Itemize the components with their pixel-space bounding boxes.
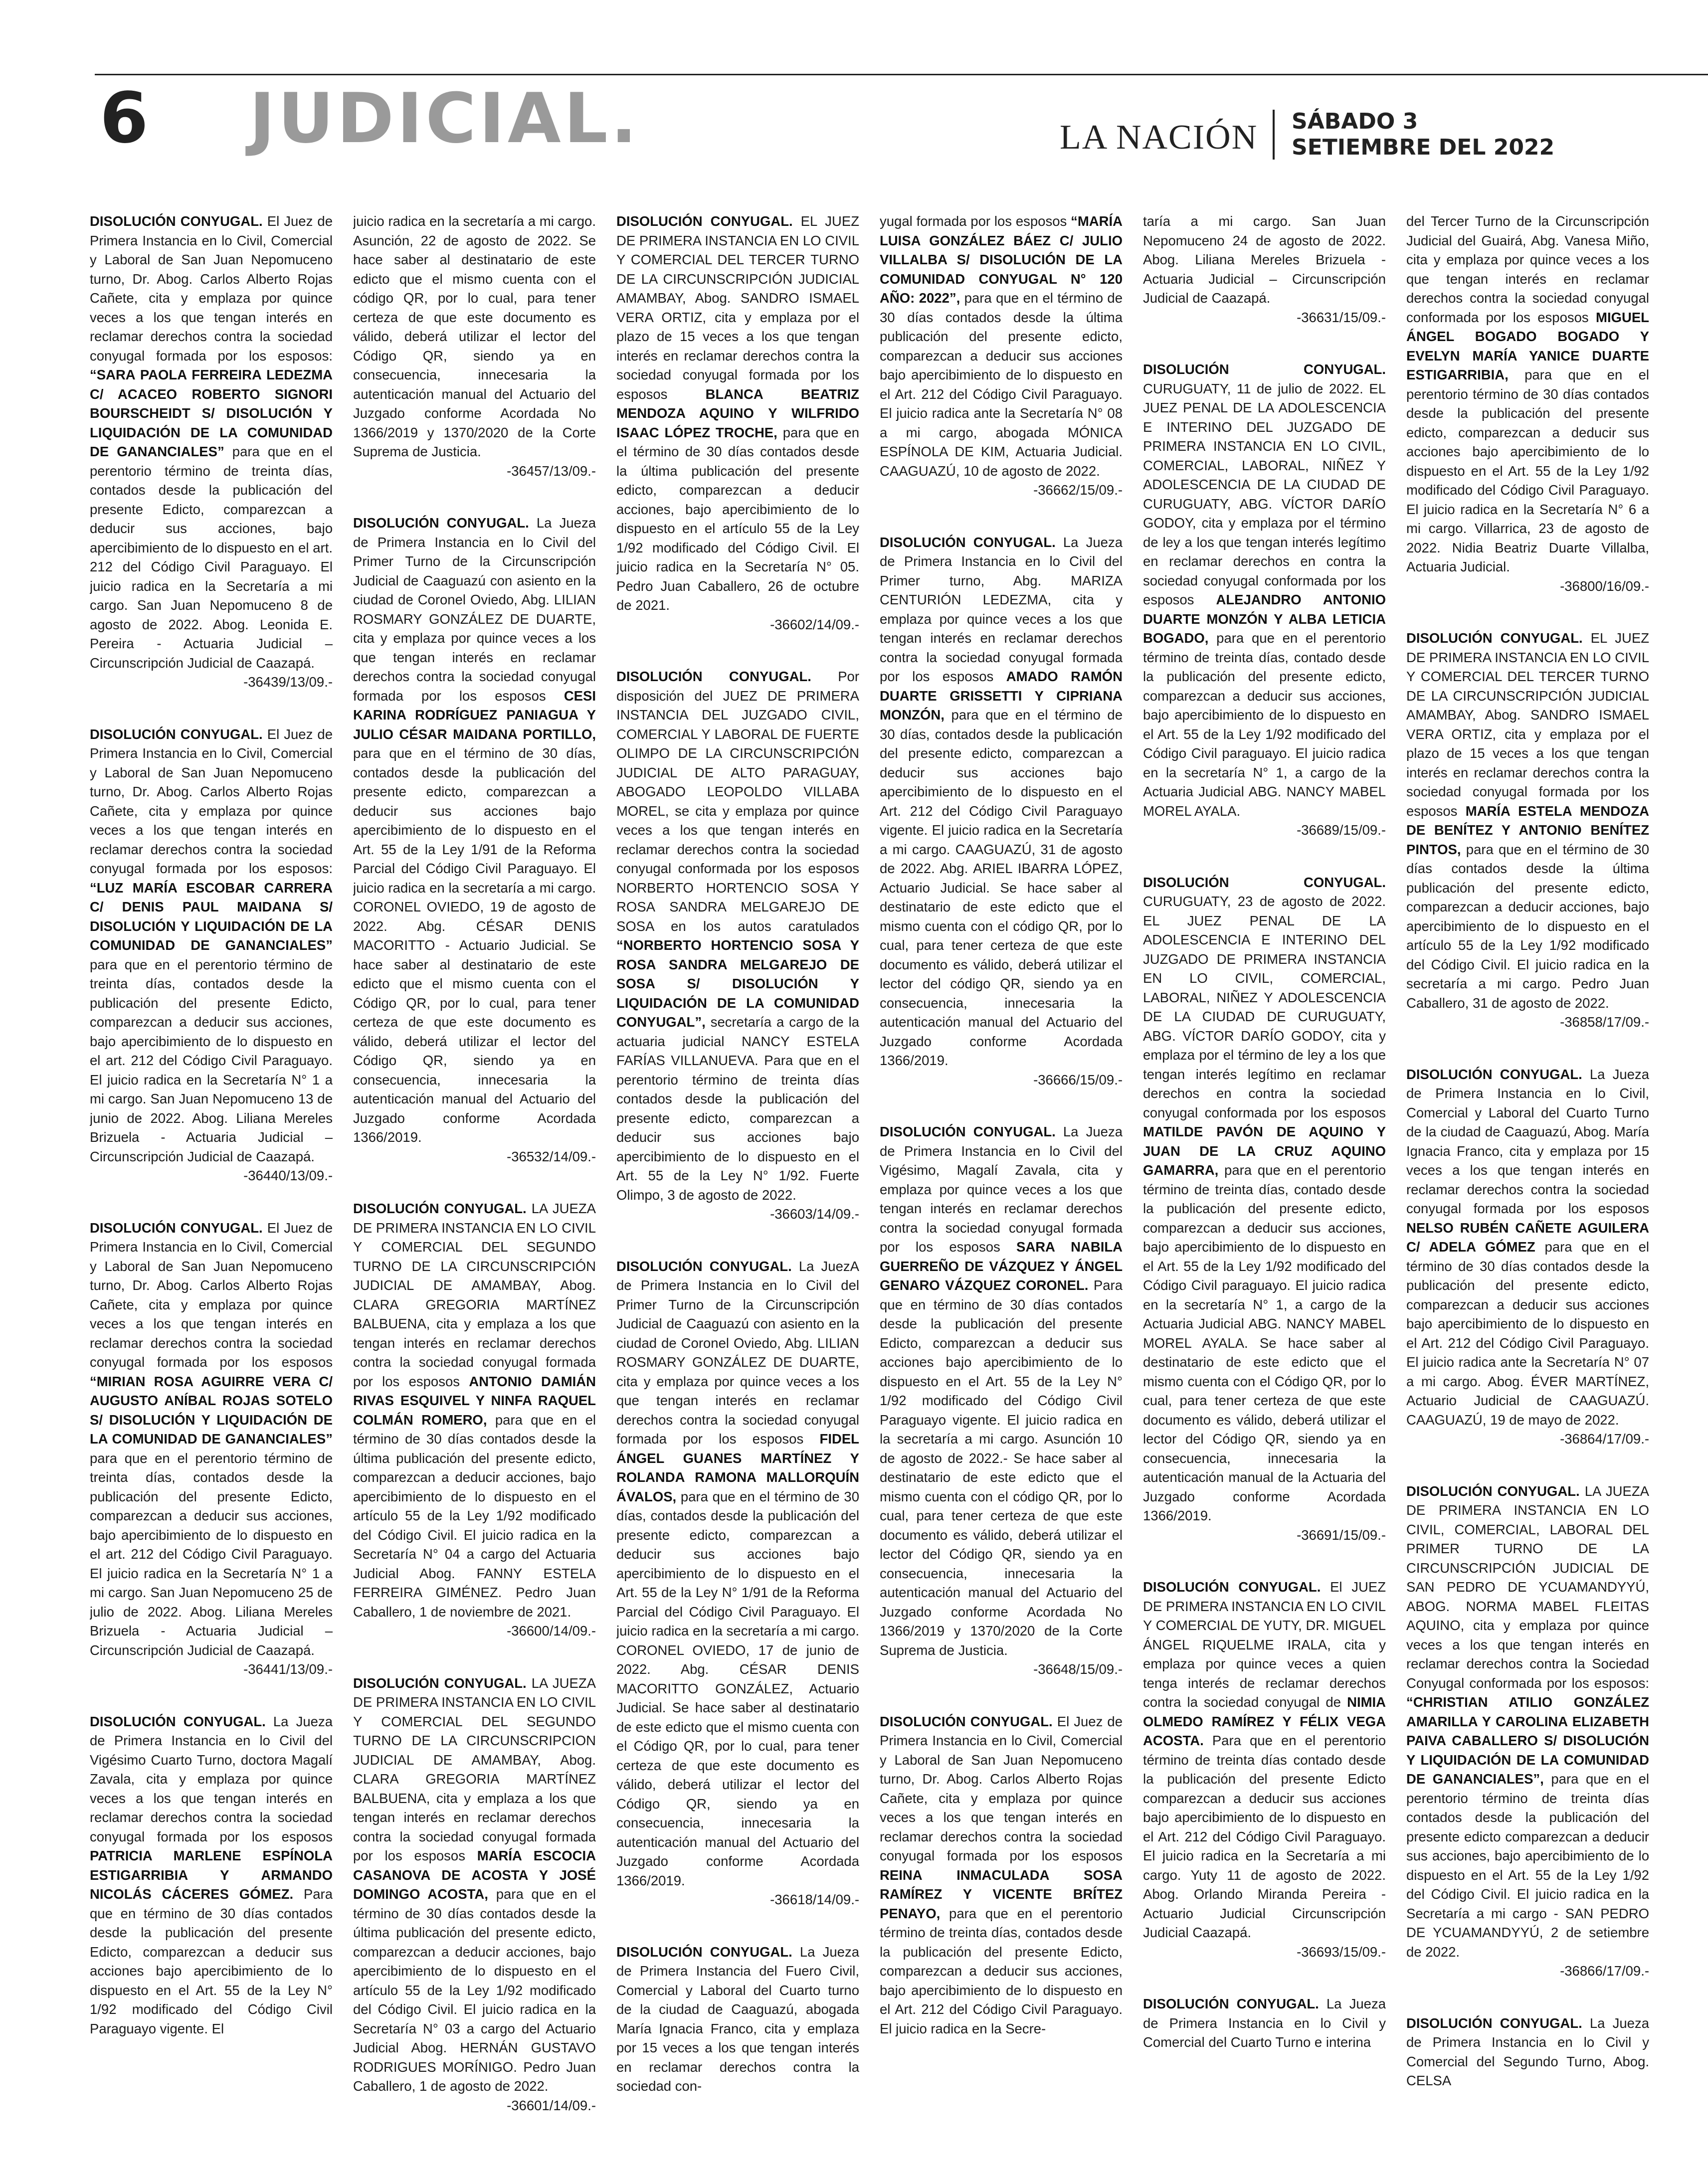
edict-body-continued: para que en el perentorio término de treinta días contados desde la publicación del presente edicto comparezcan a deducir sus acciones, bajo apercibimiento de lo dispuesto en el Art. 55 de la Ley 1/92 del Código Civil. El juicio radica en la Secretaría a mi cargo - SAN PEDRO DE YCUAMANDYYÚ, 2 de setiembre de 2022. <box>1406 1771 1649 1960</box>
edict-notice <box>1406 629 1649 1032</box>
edict-reference: -36601/14/09.- <box>507 2097 596 2113</box>
edict-heading: DISOLUCIÓN CONYUGAL. <box>880 1713 1053 1729</box>
edict-heading: DISOLUCIÓN CONYUGAL. <box>1143 362 1386 377</box>
edict-body: La Jueza de Primera Instancia en lo Civil del Primer Turno de la Circunscripción Judicial de Caaguazú con asiento en la ciudad de Coronel Oviedo, Abg. LILIAN ROSMARY GONZÁLEZ DE DUARTE, cita y emplaza por quince veces a los que tengan interés en reclamar derechos contra la sociedad conyugal formada por los esposos <box>353 515 596 704</box>
edict-notice <box>880 1122 1123 1679</box>
edict-parties: BLANCA BEATRIZ MENDOZA AQUINO Y WILFRIDO ISAAC LÓPEZ TROCHE, <box>616 386 859 440</box>
edict-body: LA JUEZA DE PRIMERA INSTANCIA EN LO CIVIL Y COMERCIAL DEL SEGUNDO TURNO DE LA CIRCUNSCRIPCIÓN JUDICIAL DE AMAMBAY, Abog. CLARA GREGORIA MARTÍNEZ BALBUENA, cita y emplaza a los que tengan interés en reclamar derechos contra la sociedad conyugal formada por los esposos <box>353 1201 596 1389</box>
edict-heading: DISOLUCIÓN CONYUGAL. <box>353 1675 527 1691</box>
edict-body: La Jueza de Primera Instancia en lo Civil del Vigésimo, Magalí Zavala, cita y emplaza por quince veces a los que tengan interés en reclamar derechos contra la sociedad conyugal formada por los esposos <box>880 1124 1123 1255</box>
edict-reference: -36662/15/09.- <box>1033 482 1123 498</box>
edict-body: Por disposición del JUEZ DE PRIMERA INSTANCIA DEL JUZGADO CIVIL, COMERCIAL Y LABORAL DE FUERTE OLIMPO DE LA CIRCUNSCRIPCIÓN JUDICIAL DE ALTO PARAGUAY, ABOGADO LEOPOLDO VILLABA MOREL, se cita y emplaza por quince veces a los que tengan interés en reclamar derechos contra la sociedad conyugal conformada por los esposos NORBERTO HORTENCIO SOSA Y ROSA SANDRA MELGAREJO DE SOSA en los autos caratulados <box>616 669 859 934</box>
edict-body: La Jueza de Primera Instancia en lo Civil y Comercial del Segundo Turno, Abog. CELSA <box>1406 2015 1649 2088</box>
edict-heading: DISOLUCIÓN CONYUGAL. <box>1406 2015 1582 2031</box>
edict-body: La Jueza de Primera Instancia en lo Civil, Comercial y Laboral del Cuarto Turno de la ciudad de Caaguazú, Abog. María Ignacia Franco, cita y emplaza por 15 veces a los que tengan interés en reclamar derechos contra la sociedad conyugal formada por los esposos <box>1406 1066 1649 1216</box>
edict-body-continued: para que en el perentorio término de treinta días, contado desde la publicación del presente edicto, comparezcan a deducir sus acciones, bajo apercibimiento de lo dispuesto en el Art. 55 de la Ley 1/92 modificado del Código Civil paraguayo. El juicio radica en la secretaría N° 1, a cargo de la Actuaria Judicial ABG. NANCY MABEL MOREL AYALA. <box>1143 630 1386 819</box>
edict-parties: NELSO RUBÉN CAÑETE AGUILERA C/ ADELA GÓMEZ <box>1406 1220 1649 1255</box>
edict-parties: “CHRISTIAN ATILIO GONZÁLEZ AMARILLA Y CAROLINA ELIZABETH PAIVA CABALLERO S/ DISOLUCIÓN Y LIQUIDACIÓN DE LA COMUNIDAD DE GANANCIALES”, <box>1406 1694 1649 1787</box>
edict-notice <box>616 1257 859 1910</box>
edict-body-continued: para que en el término de 30 días contados desde la última publicación del presente edicto, comparezcan a deducir acciones, bajo apercibimiento de lo dispuesto en el artículo 55 de la Ley 1/92 modificado del Código Civil. El juicio radica en la Secretaría N° 03 a cargo del Actuario Judicial Abog. HERNÁN GUSTAVO RODRIGUES MORÍNIGO. Pedro Juan Caballero, 1 de agosto de 2022. <box>353 1886 596 2094</box>
edict-parties: MATILDE PAVÓN DE AQUINO Y JUAN DE LA CRUZ AQUINO GAMARRA, <box>1143 1124 1386 1178</box>
edict-heading: DISOLUCIÓN CONYUGAL. <box>616 669 811 684</box>
edict-reference: -36866/17/09.- <box>1560 1963 1649 1979</box>
edict-parties: MIGUEL ÁNGEL BOGADO BOGADO Y EVELYN MARÍA YANICE DUARTE ESTIGARRIBIA, <box>1406 309 1649 382</box>
edict-notice <box>353 212 596 481</box>
edict-body: La Jueza de Primera Instancia en lo Civil del Primer turno, Abg. MARIZA CENTURIÓN LEDEZMA, cita y emplaza por quince veces a los que tengan interés en reclamar derechos contra la sociedad conyugal formada por los esposos <box>880 534 1123 684</box>
edict-body-continued: para que en el término de 30 días, contados desde la publicación del presente edicto, comparezcan a deducir sus acciones bajo apercibimiento de lo dispuesto en el Art. 55 de la Ley 1/91 de la Reforma Parcial del Código Civil Paraguayo. El juicio radica en la secretaría a mi cargo. CORONEL OVIEDO, 19 de agosto de 2022. Abg. CÉSAR DENIS MACORITTO - Actuario Judicial. Se hace saber al destinatario de este edicto que el mismo cuenta con el Código QR, por lo cual, para tener certeza de que este documento es válido, deberá utilizar el lector del Código QR, siendo ya en consecuencia, innecesaria la autenticación manual del Actuario del Juzgado conforme Acordada 1366/2019. <box>353 745 596 1145</box>
header-divider <box>1273 110 1275 160</box>
edict-heading: DISOLUCIÓN CONYUGAL. <box>1143 1579 1321 1595</box>
edict-heading: DISOLUCIÓN CONYUGAL. <box>90 726 263 742</box>
edict-reference: -36858/17/09.- <box>1560 1014 1649 1030</box>
edict-body: del Tercer Turno de la Circunscripción Judicial del Guairá, Abg. Vanesa Miño, cita y emplaza por quince veces a los que tengan interés en reclamar derechos contra la sociedad conyugal conformada por los esposos <box>1406 213 1649 325</box>
edict-parties: “MARÍA LUISA GONZÁLEZ BÁEZ C/ JULIO VILLALBA S/ DISOLUCIÓN DE LA COMUNIDAD CONYUGAL N° 120 AÑO: 2022”, <box>880 213 1123 306</box>
edict-reference: -36631/15/09.- <box>1297 309 1386 325</box>
edict-heading: DISOLUCIÓN CONYUGAL. <box>616 1944 792 1960</box>
edict-heading: DISOLUCIÓN CONYUGAL. <box>353 1201 527 1216</box>
edict-notice <box>1406 212 1649 596</box>
edict-reference: -36666/15/09.- <box>1033 1072 1123 1088</box>
edict-body: La Jueza de Primera Instancia del Fuero Civil, Comercial y Laboral del Cuarto turno de la ciudad de Caaguazú, abogada María Ignacia Franco, cita y emplaza por 15 veces a los que tengan interés en reclamar derechos contra la sociedad con- <box>616 1944 859 2094</box>
edict-body-continued: para que en el término de 30 días contados desde la última publicación del presente edicto, comparezcan a deducir acciones, bajo apercibimiento de lo dispuesto en el artículo 55 de la Ley 1/92 modificado del Código Civil. El juicio radica en la Secretaría N° 04 a cargo del Actuaria Judicial Abog. FANNY ESTELA FERREIRA GIMÉNEZ. Pedro Juan Caballero, 1 de noviembre de 2021. <box>353 1412 596 1620</box>
edict-body-continued: para que en el perentorio término de 30 días contados desde la publicación del presente edicto, comparezcan a deducir sus acciones bajo apercibimiento de lo dispuesto en el Art. 55 de la Ley 1/92 modificado del Código Civil Paraguayo. El juicio radica en la Secretaría N° 6 a mi cargo. Villarrica, 23 de agosto de 2022. Nidia Beatriz Duarte Villalba, Actuaria Judicial. <box>1406 367 1649 574</box>
edict-parties: “LUZ MARÍA ESCOBAR CARRERA C/ DENIS PAUL MAIDANA S/ DISOLUCIÓN Y LIQUIDACIÓN DE LA COMUNIDAD DE GANANCIALES” <box>90 880 333 953</box>
edict-body: La Jueza de Primera Instancia en lo Civil y Comercial del Cuarto Turno e interina <box>1143 1996 1386 2050</box>
edict-notice <box>616 1943 859 2096</box>
edict-heading: DISOLUCIÓN CONYUGAL. <box>90 213 263 229</box>
edict-reference: -36600/14/09.- <box>507 1623 596 1638</box>
edict-notice <box>880 1712 1123 2039</box>
edict-heading: DISOLUCIÓN CONYUGAL. <box>1143 1996 1319 2011</box>
edict-parties: “MIRIAN ROSA AGUIRRE VERA C/ AUGUSTO ANÍBAL ROJAS SOTELO S/ DISOLUCIÓN Y LIQUIDACIÓN DE LA COMUNIDAD DE GANANCIALES” <box>90 1373 333 1447</box>
edict-body: LA JUEZA DE PRIMERA INSTANCIA EN LO CIVIL Y COMERCIAL DEL SEGUNDO TURNO DE LA CIRCUNSCRIPCION JUDICIAL DE AMAMBAY, Abog. CLARA GREGORIA MARTÍNEZ BALBUENA, cita y emplaza a los que tengan interés en reclamar derechos contra la sociedad conyugal formada por los esposos <box>353 1675 596 1863</box>
edict-body-continued: para que en el término de 30 días contados desde la última publicación del presente edicto, comparezcan a deducir sus acciones bajo apercibimiento de lo dispuesto en el Art. 212 del Código Civil Paraguayo. El juicio radica ante la Secretaría N° 08 a mi cargo, abogada MÓNICA ESPÍNOLA DE KIM, Actuaria Judicial. CAAGUAZÚ, 10 de agosto de 2022. <box>880 290 1123 479</box>
newspaper-logo: LA NACIÓN <box>1060 118 1258 157</box>
edict-body-continued: para que en el término de 30 días, contados desde la publicación del presente edicto, comparezcan a deducir sus acciones bajo apercibimiento de lo dispuesto en el Art. 212 del Código Civil Paraguayo vigente. El juicio radica en la Secretaría a mi cargo. CAAGUAZÚ, 31 de agosto de 2022. Abg. ARIEL IBARRA LÓPEZ, Actuario Judicial. Se hace saber al destinatario de este edicto que el mismo cuenta con el código QR, por lo cual, para tener certeza de que este documento es válido, deberá utilizar el lector del código QR, siendo ya en consecuencia, innecesaria la autenticación manual del Actuario del Juzgado conforme Acordada 1366/2019. <box>880 707 1123 1068</box>
edict-heading: DISOLUCIÓN CONYUGAL. <box>1406 630 1583 646</box>
edict-notice <box>1406 1065 1649 1449</box>
edict-body: El Juez de Primera Instancia en lo Civil, Comercial y Laboral de San Juan Nepomuceno turno, Dr. Abog. Carlos Alberto Rojas Cañete, cita y emplaza por quince veces a los que tengan interés en reclamar derechos contra la sociedad conyugal formada por los esposos <box>90 1220 333 1370</box>
edict-reference: -36693/15/09.- <box>1297 1944 1386 1960</box>
edict-notice <box>1143 1578 1386 1962</box>
edict-notice <box>616 667 859 1224</box>
edict-parties: MARÍA ESTELA MENDOZA DE BENÍTEZ Y ANTONIO BENÍTEZ PINTOS, <box>1406 803 1649 857</box>
edict-reference: -36618/14/09.- <box>770 1892 859 1907</box>
edict-notice <box>1143 873 1386 1545</box>
edict-body: EL JUEZ DE PRIMERA INSTANCIA EN LO CIVIL Y COMERCIAL DEL TERCER TURNO DE LA CIRCUNSCRIPCIÓN JUDICIAL AMAMBAY, Abog. SANDRO ISMAEL VERA ORTIZ, cita y emplaza por el plazo de 15 veces a los que tengan interés en reclamar derechos contra la sociedad conyugal formada por los esposos <box>1406 630 1649 819</box>
edict-heading: DISOLUCIÓN CONYUGAL. <box>1406 1066 1582 1082</box>
classifieds-columns <box>90 212 1648 2167</box>
edict-heading: DISOLUCIÓN CONYUGAL. <box>1143 874 1386 890</box>
edict-reference: -36532/14/09.- <box>507 1148 596 1164</box>
page-number: 6 <box>100 78 150 159</box>
edict-body: taría a mi cargo. San Juan Nepomuceno 24 de agosto de 2022. Abog. Liliana Mereles Brizuela - Actuaria Judicial – Circunscripción Judicial de Caazapá. <box>1143 213 1386 306</box>
column-6 <box>1406 212 1649 2167</box>
column-5 <box>1143 212 1386 2167</box>
edict-body-continued: para que en el perentorio término de treinta días, contados desde la publicación del presente Edicto, comparezcan a deducir sus acciones, bajo apercibimiento de lo dispuesto en el art. 212 del Código Civil Paraguayo. El juicio radica en la Secretaría N° 1 a mi cargo. San Juan Nepomuceno 13 de junio de 2022. Abog. Liliana Mereles Brizuela - Actuaria Judicial – Circunscripción Judicial de Caazapá. <box>90 956 333 1164</box>
edict-notice <box>90 212 333 692</box>
edict-body-continued: secretaría a cargo de la actuaria judicial NANCY ESTELA FARÍAS VILLANUEVA. Para que en el perentorio término de treinta días contados desde la publicación del presente edicto, comparezcan a deducir sus acciones bajo apercibimiento de lo dispuesto en el Art. 55 de la Ley N° 1/92. Fuerte Olimpo, 3 de agosto de 2022. <box>616 1014 859 1203</box>
edict-heading: DISOLUCIÓN CONYUGAL. <box>90 1220 263 1236</box>
edict-body-continued: para que en el término de 30 días contados desde la última publicación del presente edicto, comparezcan a deducir acciones, bajo apercibimiento de lo dispuesto en el artículo 55 de la Ley 1/92 modificado del Código Civil. El juicio radica en la secretaría a mi cargo. Pedro Juan Caballero, 31 de agosto de 2022. <box>1406 841 1649 1011</box>
edict-body: El Juez de Primera Instancia en lo Civil, Comercial y Laboral de San Juan Nepomuceno turno, Dr. Abog. Carlos Alberto Rojas Cañete, cita y emplaza por quince veces a los que tengan interés en reclamar derechos contra la sociedad conyugal formada por los esposos: <box>90 213 333 363</box>
edict-notice <box>880 533 1123 1090</box>
column-1 <box>90 212 333 2167</box>
edict-parties: NIMIA OLMEDO RAMÍREZ Y FÉLIX VEGA ACOSTA. <box>1143 1694 1386 1748</box>
edict-body-continued: para que en el término de 30 días contados desde la publicación del presente edicto, comparezcan a deducir sus acciones bajo apercibimiento de lo dispuesto en el Art. 212 del Código Civil Paraguayo. El juicio radica ante la Secretaría N° 07 a mi cargo. Abog. ÉVER MARTÍNEZ, Actuario Judicial de CAAGUAZÚ. CAAGUAZÚ, 19 de mayo de 2022. <box>1406 1239 1649 1428</box>
edict-parties: MARÍA ESCOCIA CASANOVA DE ACOSTA Y JOSÉ DOMINGO ACOSTA, <box>353 1848 596 1902</box>
edict-heading: DISOLUCIÓN CONYUGAL. <box>616 1258 792 1274</box>
edict-notice <box>1406 1482 1649 1981</box>
issue-date <box>1292 109 1554 161</box>
edict-parties: “SARA PAOLA FERREIRA LEDEZMA C/ ACACEO ROBERTO SIGNORI BOURSCHEIDT S/ DISOLUCIÓN Y LIQUIDACIÓN DE LA COMUNIDAD DE GANANCIALES” <box>90 367 333 459</box>
edict-body: yugal formada por los esposos <box>880 213 1071 229</box>
edict-parties: “NORBERTO HORTENCIO SOSA Y ROSA SANDRA MELGAREJO DE SOSA S/ DISOLUCIÓN Y LIQUIDACIÓN DE LA COMUNIDAD CONYUGAL”, <box>616 937 859 1030</box>
edict-heading: DISOLUCIÓN CONYUGAL. <box>353 515 529 531</box>
section-title: JUDICIAL. <box>249 78 640 159</box>
edict-notice <box>1143 212 1386 327</box>
edict-heading: DISOLUCIÓN CONYUGAL. <box>880 534 1056 550</box>
issue-month-year: SETIEMBRE DEL 2022 <box>1292 135 1555 160</box>
edict-parties: ANTONIO DAMIÁN RIVAS ESQUIVEL Y NINFA RAQUEL COLMÁN ROMERO, <box>353 1373 596 1428</box>
edict-body-continued: para que en el perentorio término de treinta días, contados desde la publicación del presente Edicto, comparezcan a deducir sus acciones, bajo apercibimiento de lo dispuesto en el art. 212 del Código Civil Paraguayo. El juicio radica en la Secretaría N° 1 a mi cargo. San Juan Nepomuceno 25 de julio de 2022. Abog. Liliana Mereles Brizuela - Actuaria Judicial – Circunscripción Judicial de Caazapá. <box>90 1450 333 1658</box>
edict-body-continued: para que en el término de 30 días contados desde la última publicación del presente edicto, comparezcan a deducir acciones, bajo apercibimiento de lo dispuesto en el artículo 55 de la Ley 1/92 modificado del Código Civil. El juicio radica en la Secretaría N° 05. Pedro Juan Caballero, 26 de octubre de 2021. <box>616 424 859 613</box>
edict-parties: SARA NABILA GUERREÑO DE VÁZQUEZ Y ÁNGEL GENARO VÁZQUEZ CORONEL. <box>880 1239 1123 1293</box>
edict-notice <box>1143 360 1386 840</box>
edict-body: CURUGUATY, 23 de agosto de 2022. EL JUEZ PENAL DE LA ADOLESCENCIA E INTERINO DEL JUZGADO DE PRIMERA INSTANCIA EN LO CIVIL, COMERCIAL, LABORAL, NIÑEZ Y ADOLESCENCIA DE LA CIUDAD DE CURUGUATY, ABG. VÍCTOR DARÍO GODOY, cita y emplaza por el término de ley a los que tengan interés legítimo en reclamar derechos en contra la sociedad conyugal conformada por los esposos <box>1143 894 1386 1120</box>
edict-reference: -36602/14/09.- <box>770 616 859 632</box>
edict-reference: -36800/16/09.- <box>1560 578 1649 594</box>
issue-weekday: SÁBADO 3 <box>1292 109 1418 134</box>
header-rule <box>95 74 1708 75</box>
edict-body: juicio radica en la secretaría a mi cargo. Asunción, 22 de agosto de 2022. Se hace saber al destinatario de este edicto que el mismo cuenta con el código QR, por lo cual, para tener certeza de que este documento es válido, deberá utilizar el lector del Código QR, siendo ya en consecuencia, innecesaria la autenticación manual del Actuario del Juzgado conforme Acordada No 1366/2019 y 1370/2020 de la Corte Suprema de Justicia. <box>353 213 596 459</box>
edict-body-continued: Para que en el perentorio término de treinta días contado desde la publicación del presente Edicto comparezcan a deducir sus acciones bajo apercibimiento de lo dispuesto en el Art. 212 del Código Civil Paraguayo. El juicio radica en la Secretaría a mi cargo. Yuty 11 de agosto de 2022. Abog. Orlando Miranda Pereira - Actuario Judicial Circunscripción Judicial Caazapá. <box>1143 1733 1386 1940</box>
edict-body-continued: Para que en término de 30 días contados desde la publicación del presente Edicto, comparezcan a deducir sus acciones bajo apercibimiento de lo dispuesto en el Art. 55 de la Ley N° 1/92 modificado del Código Civil Paraguayo vigente. El <box>90 1886 333 2036</box>
edict-notice <box>90 1712 333 2039</box>
edict-reference: -36689/15/09.- <box>1297 822 1386 838</box>
edict-heading: DISOLUCIÓN CONYUGAL. <box>616 213 793 229</box>
edict-parties: FIDEL ÁNGEL GUANES MARTÍNEZ Y ROLANDA RAMONA MALLORQUÍN ÁVALOS, <box>616 1431 859 1504</box>
edict-body-continued: para que en el término de 30 días, contados desde la publicación del presente edicto, comparezcan a deducir sus acciones bajo apercibimiento de lo dispuesto en el Art. 55 de la Ley N° 1/91 de la Reforma Parcial del Código Civil Paraguayo. El juicio radica en la secretaría a mi cargo. CORONEL OVIEDO, 17 de junio de 2022. Abg. CÉSAR DENIS MACORITTO GONZÁLEZ, Actuario Judicial. Se hace saber al destinatario de este edicto que el mismo cuenta con el Código QR, por lo cual, para tener certeza de que este documento es válido, deberá utilizar el lector del Código QR, siendo ya en consecuencia, innecesaria la autenticación manual del Actuario del Juzgado conforme Acordada 1366/2019. <box>616 1488 859 1888</box>
edict-notice <box>1406 2014 1649 2091</box>
edict-body-continued: para que en el perentorio término de treinta días, contados desde la publicación del presente Edicto, comparezcan a deducir sus acciones, bajo apercibimiento de lo dispuesto en el Art. 212 del Código Civil Paraguayo. El juicio radica en la Secre- <box>880 1905 1123 2036</box>
edict-reference: -36440/13/09.- <box>243 1168 333 1183</box>
edict-reference: -36441/13/09.- <box>243 1661 333 1677</box>
edict-notice <box>353 514 596 1166</box>
edict-body: El JUEZ DE PRIMERA INSTANCIA EN LO CIVIL Y COMERCIAL DE YUTY, DR. MIGUEL ÁNGEL RIQUELME IRALA, cita y emplaza por quince veces a quien tenga interés de reclamar derechos contra la sociedad conyugal de <box>1143 1579 1386 1710</box>
edict-notice <box>353 1199 596 1641</box>
edict-body: EL JUEZ DE PRIMERA INSTANCIA EN LO CIVIL Y COMERCIAL DEL TERCER TURNO DE LA CIRCUNSCRIPCIÓN JUDICIAL AMAMBAY, Abog. SANDRO ISMAEL VERA ORTIZ, cita y emplaza por el plazo de 15 veces a los que tengan interés en reclamar derechos contra la sociedad conyugal formada por los esposos <box>616 213 859 402</box>
edict-notice <box>616 212 859 634</box>
edict-body-continued: para que en el perentorio término de treinta días, contado desde la publicación del presente edicto, comparezcan a deducir sus acciones, bajo apercibimiento de lo dispuesto en el Art. 55 de la Ley 1/92 modificado del Código Civil paraguayo. El juicio radica en la secretaría N° 1, a cargo de la Actuaria Judicial ABG. NANCY MABEL MOREL AYALA. Se hace saber al destinatario de este edicto que el mismo cuenta con el Código QR, por lo cual, para tener certeza de que este documento es válido, deberá utilizar el lector del Código QR, siendo ya en consecuencia, innecesaria la autenticación manual de la Actuaria del Juzgado conforme Acordada 1366/2019. <box>1143 1162 1386 1523</box>
edict-notice <box>90 725 333 1186</box>
edict-parties: AMADO RAMÓN DUARTE GRISSETTI Y CIPRIANA MONZÓN, <box>880 669 1123 723</box>
edict-reference: -36864/17/09.- <box>1560 1431 1649 1447</box>
edict-reference: -36691/15/09.- <box>1297 1527 1386 1543</box>
edict-parties: PATRICIA MARLENE ESPÍNOLA ESTIGARRIBIA Y ARMANDO NICOLÁS CÁCERES GÓMEZ. <box>90 1848 333 1902</box>
edict-body: El Juez de Primera Instancia en lo Civil, Comercial y Laboral de San Juan Nepomuceno turno, Dr. Abog. Carlos Alberto Rojas Cañete, cita y emplaza por quince veces a los que tengan interés en reclamar derechos contra la sociedad conyugal formada por los esposos <box>880 1713 1123 1863</box>
edict-reference: -36457/13/09.- <box>507 463 596 479</box>
edict-heading: DISOLUCIÓN CONYUGAL. <box>90 1713 266 1729</box>
column-4 <box>880 212 1123 2167</box>
edict-heading: DISOLUCIÓN CONYUGAL. <box>880 1124 1056 1139</box>
column-3 <box>616 212 859 2167</box>
edict-body-continued: Para que en término de 30 días contados desde la publicación del presente Edicto, comparezcan a deducir sus acciones bajo apercibimiento de lo dispuesto en el Art. 55 de la Ley N° 1/92 modificado del Código Civil Paraguayo vigente. El juicio radica en la secretaría a mi cargo. Asunción 10 de agosto de 2022.- Se hace saber al destinatario de este edicto que el mismo cuenta con el código QR, por lo cual, para tener certeza de que este documento es válido, deberá utilizar el lector del Código QR, siendo ya en consecuencia, innecesaria la autenticación manual del Actuario del Juzgado conforme Acordada No 1366/2019 y 1370/2020 de la Corte Suprema de Justicia. <box>880 1277 1123 1658</box>
edict-body-continued: para que en el perentorio término de treinta días, contados desde la publicación del presente Edicto, comparezcan a deducir sus acciones, bajo apercibimiento de lo dispuesto en el art. 212 del Código Civil Paraguayo. El juicio radica en la Secretaría a mi cargo. San Juan Nepomuceno 8 de agosto de 2022. Abog. Leonida E. Pereira - Actuaria Judicial – Circunscripción Judicial de Caazapá. <box>90 444 333 671</box>
edict-notice <box>90 1219 333 1679</box>
edict-heading: DISOLUCIÓN CONYUGAL. <box>1406 1483 1580 1499</box>
edict-reference: -36439/13/09.- <box>243 674 333 690</box>
edict-notice <box>1143 1995 1386 2052</box>
edict-reference: -36648/15/09.- <box>1033 1661 1123 1677</box>
edict-body: La Jueza de Primera Instancia en lo Civil del Vigésimo Cuarto Turno, doctora Magalí Zavala, cita y emplaza por quince veces a los que tengan interés en reclamar derechos contra la sociedad conyugal formada por los esposos <box>90 1713 333 1844</box>
edict-body: CURUGUATY, 11 de julio de 2022. EL JUEZ PENAL DE LA ADOLESCENCIA E INTERINO DEL JUZGADO DE PRIMERA INSTANCIA EN LO CIVIL, COMERCIAL, LABORAL, NIÑEZ Y ADOLESCENCIA DE LA CIUDAD DE CURUGUATY, ABG. VÍCTOR DARÍO GODOY, cita y emplaza por el término de ley a los que tengan interés legítimo en reclamar derechos en contra la sociedad conyugal conformada por los esposos <box>1143 380 1386 607</box>
edict-parties: REINA INMACULADA SOSA RAMÍREZ Y VICENTE BRÍTEZ PENAYO, <box>880 1867 1123 1921</box>
column-2 <box>353 212 596 2167</box>
edict-parties: CESI KARINA RODRÍGUEZ PANIAGUA Y JULIO CÉSAR MAIDANA PORTILLO, <box>353 688 596 742</box>
edict-parties: ALEJANDRO ANTONIO DUARTE MONZÓN Y ALBA LETICIA BOGADO, <box>1143 592 1386 646</box>
edict-notice <box>353 1674 596 2116</box>
edict-body: LA JUEZA DE PRIMERA INSTANCIA EN LO CIVIL, COMERCIAL, LABORAL DEL PRIMER TURNO DE LA CIRCUNSCRIPCIÓN JUDICIAL DE SAN PEDRO DE YCUAMANDYYÚ, ABOG. NORMA MABEL FLEITAS AQUINO, cita y emplaza por quince veces a los que tengan interés en reclamar derechos contra la Sociedad Conyugal conformada por los esposos: <box>1406 1483 1649 1691</box>
edict-notice <box>880 212 1123 500</box>
edict-reference: -36603/14/09.- <box>770 1206 859 1222</box>
edict-body: El Juez de Primera Instancia en lo Civil, Comercial y Laboral de San Juan Nepomuceno turno, Dr. Abog. Carlos Alberto Rojas Cañete, cita y emplaza por quince veces a los que tengan interés en reclamar derechos contra la sociedad conyugal formada por los esposos: <box>90 726 333 876</box>
edict-body: La JuezA de Primera Instancia en lo Civil del Primer Turno de la Circunscripción Judicial de Caaguazú con asiento en la ciudad de Coronel Oviedo, Abg. LILIAN ROSMARY GONZÁLEZ DE DUARTE, cita y emplaza por quince veces a los que tengan interés en reclamar derechos contra la sociedad conyugal formada por los esposos <box>616 1258 859 1447</box>
